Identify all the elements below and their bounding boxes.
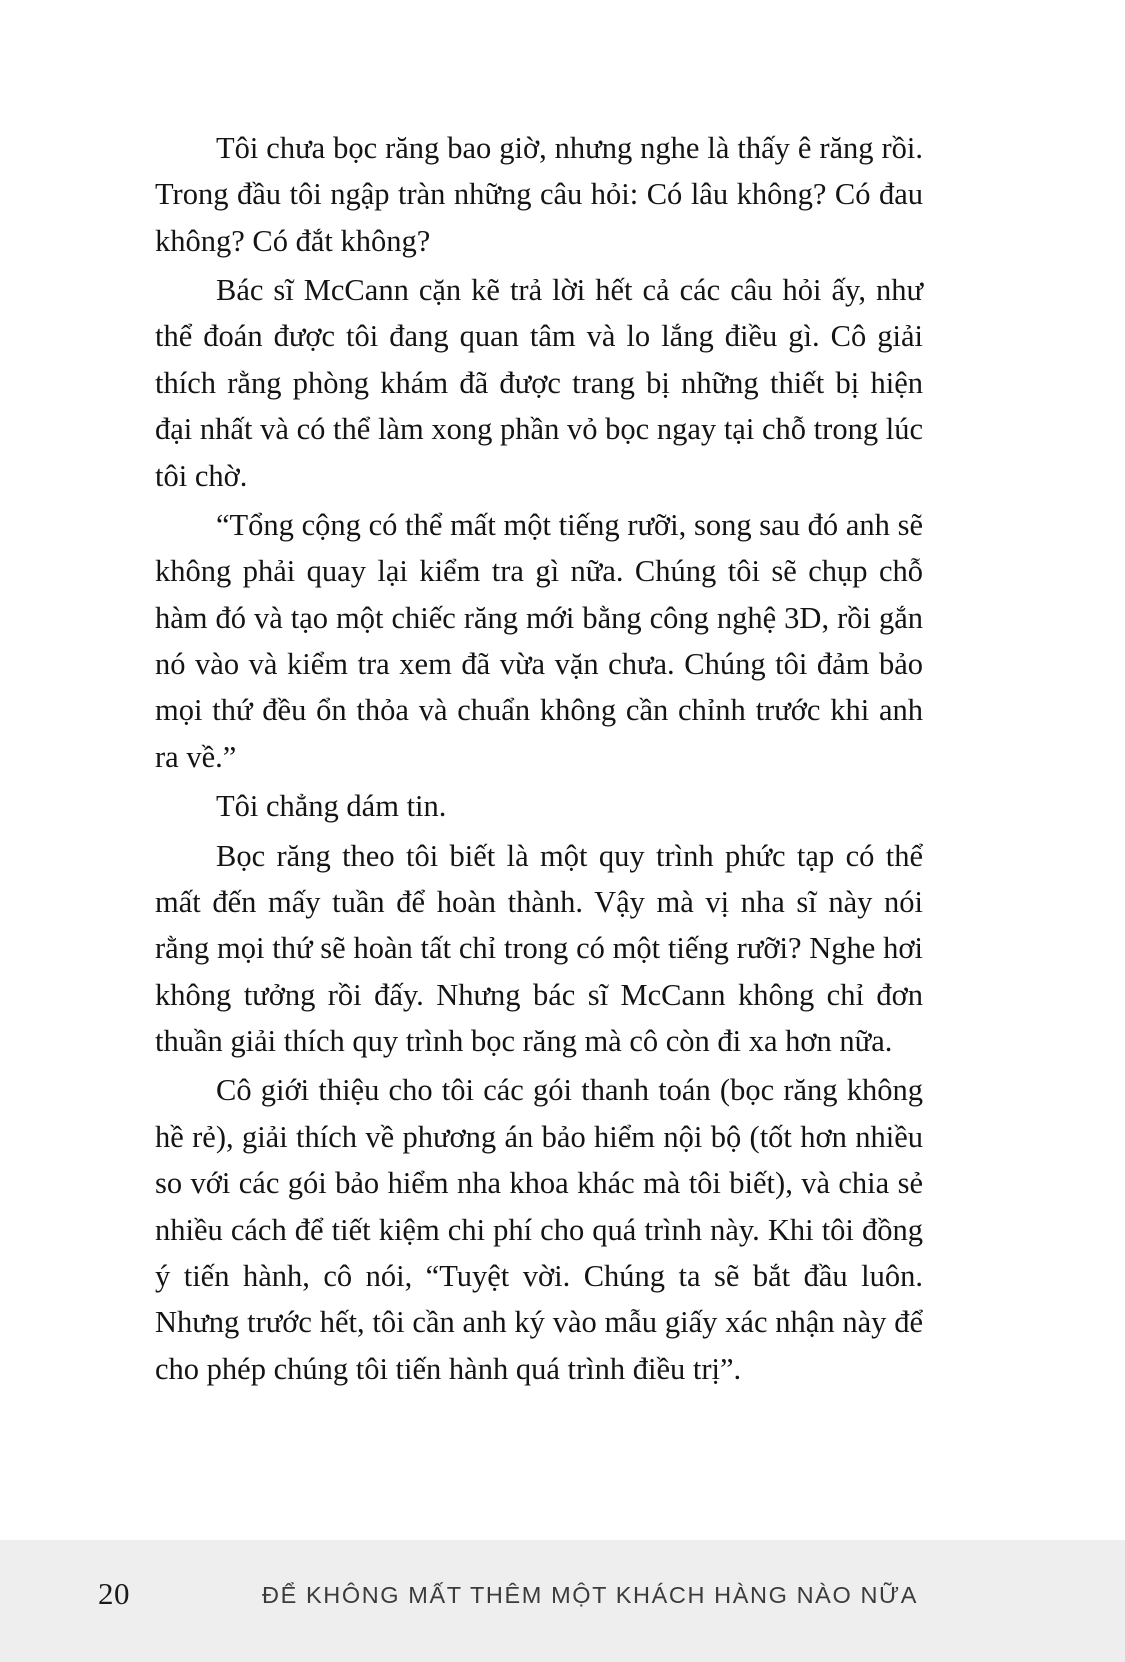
paragraph: Cô giới thiệu cho tôi các gói thanh toán (bọc răng không hề rẻ), giải thích về phương án bảo hiểm nội bộ (tốt hơn nhiều so với các gói bảo hiểm nha khoa khác mà tôi biết), và chia sẻ nhiều cách để tiết kiệm chi phí cho quá trình này. Khi tôi đồng ý tiến hành, cô nói, “Tuyệt vời. Chúng ta sẽ bắt đầu luôn. Nhưng trước hết, tôi cần anh ký vào mẫu giấy xác nhận này để cho phép chúng tôi tiến hành quá trình điều trị”. [155,1073,923,1386]
paragraph: Bọc răng theo tôi biết là một quy trình phức tạp có thể mất đến mấy tuần để hoàn thành. Vậy mà vị nha sĩ này nói rằng mọi thứ sẽ hoàn tất chỉ trong có một tiếng rưỡi? Nghe hơi không tưởng rồi đấy. Nhưng bác sĩ McCann không chỉ đơn thuần giải thích quy trình bọc răng mà cô còn đi xa hơn nữa. [155,838,923,1059]
paragraph: Tôi chưa bọc răng bao giờ, nhưng nghe là thấy ê răng rồi. Trong đầu tôi ngập tràn những câu hỏi: Có lâu không? Có đau không? Có đắt không? [155,131,923,258]
footer-inner [0,1540,1125,1662]
paragraph: Bác sĩ McCann cặn kẽ trả lời hết cả các câu hỏi ấy, như thể đoán được tôi đang quan tâm và lo lắng điều gì. Cô giải thích rằng phòng khám đã được trang bị những thiết bị hiện đại nhất và có thể làm xong phần vỏ bọc ngay tại chỗ trong lúc tôi chờ. [155,273,923,493]
page-body-text [155,125,923,1395]
page-number: 20 [98,1576,130,1611]
page-footer [0,1540,1125,1662]
paragraph: Tôi chẳng dám tin. [216,789,447,824]
running-head-title: ĐỂ KHÔNG MẤT THÊM MỘT KHÁCH HÀNG NÀO NỮA [262,1582,918,1608]
paragraph: “Tổng cộng có thể mất một tiếng rưỡi, song sau đó anh sẽ không phải quay lại kiểm tra gì nữa. Chúng tôi sẽ chụp chỗ hàm đó và tạo một chiếc răng mới bằng công nghệ 3D, rồi gắn nó vào và kiểm tra xem đã vừa vặn chưa. Chúng tôi đảm bảo mọi thứ đều ổn thỏa và chuẩn không cần chỉnh trước khi anh ra về.” [155,507,923,774]
